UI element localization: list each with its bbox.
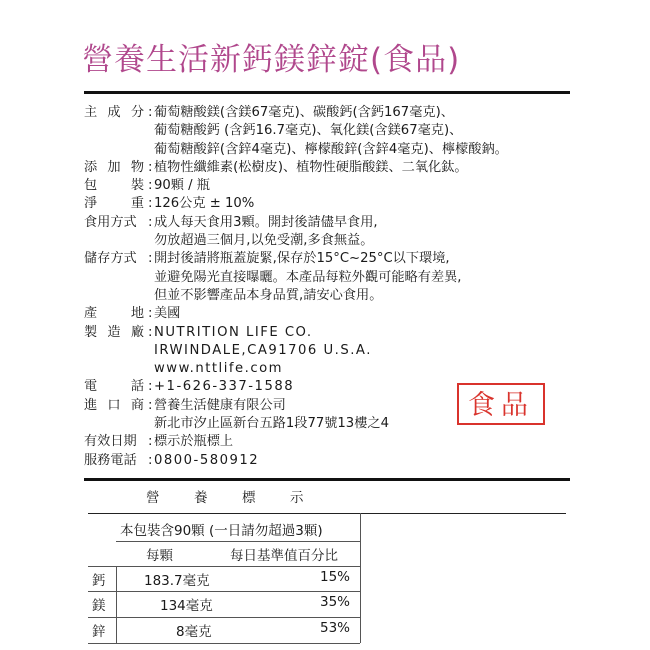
table-row: [88, 594, 566, 618]
column-header-row: [88, 544, 566, 568]
storage-line: 並避免陽光直接曝曬。本產品每粒外觀可能略有差異,: [154, 269, 462, 285]
ingredients-row: 主 成 分 : 葡萄糖酸鎂(含鎂67毫克)、碳酸鈣(含鈣167毫克)、 葡萄糖酸鈣 (含鈣16.7毫克)、氧化鎂(含鎂67毫克)、 葡萄糖酸鋅(含鋅4毫克)、檸檬酸鋅(含鋅4毫克)、檸檬酸鈉。: [84, 104, 574, 159]
page-title: 營養生活新鈣鎂鋅錠(食品): [82, 42, 461, 78]
table-line: [88, 566, 360, 567]
manufacturer-website: www.nttlife.com: [154, 361, 283, 377]
table-vline: [360, 513, 361, 643]
storage-row: 儲存方式 : 開封後請將瓶蓋旋緊,保存於15°C~25°C以下環境, 並避免陽光直接曝曬。本產品每粒外觀可能略有差異, 但並不影響產品本身品質,請安心食用。: [84, 250, 574, 305]
phone-value: +1-626-337-1588: [154, 379, 295, 395]
service-row: 服務電話 : 0800-580912: [84, 452, 574, 470]
section-divider: [84, 478, 570, 481]
nutrition-header: 營 養 標 示: [146, 490, 304, 506]
origin-row: 產 地 : 美國: [84, 305, 574, 323]
table-line: [116, 541, 360, 542]
net-weight-value: 126公克 ± 10%: [154, 196, 255, 212]
phone-row: 電 話 : +1-626-337-1588: [84, 378, 574, 396]
nutrient-amount: 134毫克: [160, 598, 213, 614]
table-line: [88, 513, 566, 514]
title-divider: [84, 91, 570, 94]
nutrient-dv: 53%: [320, 620, 351, 636]
nutrient-dv: 35%: [320, 594, 351, 610]
ingredients-line: 葡萄糖酸鎂(含鎂67毫克)、碳酸鈣(含鈣167毫克)、: [154, 105, 454, 120]
ingredients-line: 葡萄糖酸鋅(含鋅4毫克)、檸檬酸鋅(含鋅4毫克)、檸檬酸鈉。: [154, 141, 508, 157]
net-weight-row: 淨 重 : 126公克 ± 10%: [84, 195, 574, 213]
storage-line: 開封後請將瓶蓋旋緊,保存於15°C~25°C以下環境,: [154, 251, 450, 267]
storage-line: 但並不影響產品本身品質,請安心食用。: [154, 287, 383, 303]
table-line: [88, 643, 360, 644]
serving-row: [88, 519, 566, 543]
expiry-row: 有效日期 : 標示於瓶標上: [84, 433, 574, 451]
manufacturer-line: IRWINDALE,CA91706 U.S.A.: [154, 342, 372, 358]
table-row: [88, 620, 566, 644]
usage-line: 成人每天食用3顆。開封後請儘早食用,: [154, 214, 378, 230]
col-daily-value: 每日基準值百分比: [230, 548, 338, 564]
usage-line: 勿放超過三個月,以免受潮,多食無益。: [154, 233, 374, 249]
table-vline: [116, 566, 117, 643]
nutrient-name: 鋅: [92, 624, 106, 640]
nutrient-name: 鈣: [92, 573, 106, 589]
importer-row: 進 口 商 : 營養生活健康有限公司 新北市汐止區新台五路1段77號13樓之4: [84, 397, 574, 434]
additives-value: 植物性纖維素(松樹皮)、植物性硬脂酸鎂、二氧化鈦。: [154, 159, 468, 175]
importer-name: 營養生活健康有限公司: [154, 397, 286, 413]
package-row: 包 裝 : 90顆 / 瓶: [84, 177, 574, 195]
food-stamp: 食品: [457, 383, 545, 425]
nutrient-amount: 8毫克: [176, 624, 212, 640]
serving-text: 本包裝含90顆 (一日請勿超過3顆): [120, 523, 323, 539]
package-value: 90顆 / 瓶: [154, 178, 210, 194]
manufacturer-row: 製 造 廠 : NUTRITION LIFE CO. IRWINDALE,CA91706 U.S.A. www.nttlife.com: [84, 324, 574, 379]
nutrient-dv: 15%: [320, 569, 351, 585]
table-row: [88, 569, 566, 593]
expiry-value: 標示於瓶標上: [154, 434, 234, 450]
service-value: 0800-580912: [154, 452, 260, 468]
manufacturer-line: NUTRITION LIFE CO.: [154, 324, 313, 340]
importer-address: 新北市汐止區新台五路1段77號13樓之4: [154, 416, 389, 432]
nutrient-name: 鎂: [92, 598, 106, 614]
col-per-tablet: 每顆: [146, 548, 173, 564]
origin-value: 美國: [154, 306, 181, 322]
usage-row: 食用方式 : 成人每天食用3顆。開封後請儘早食用, 勿放超過三個月,以免受潮,多食無益。: [84, 214, 574, 251]
table-line: [88, 617, 360, 618]
additives-row: 添 加 物 : 植物性纖維素(松樹皮)、植物性硬脂酸鎂、二氧化鈦。: [84, 159, 574, 177]
table-line: [88, 591, 360, 592]
ingredients-line: 葡萄糖酸鈣 (含鈣16.7毫克)、氧化鎂(含鎂67毫克)、: [154, 123, 463, 139]
nutrient-amount: 183.7毫克: [144, 573, 210, 589]
